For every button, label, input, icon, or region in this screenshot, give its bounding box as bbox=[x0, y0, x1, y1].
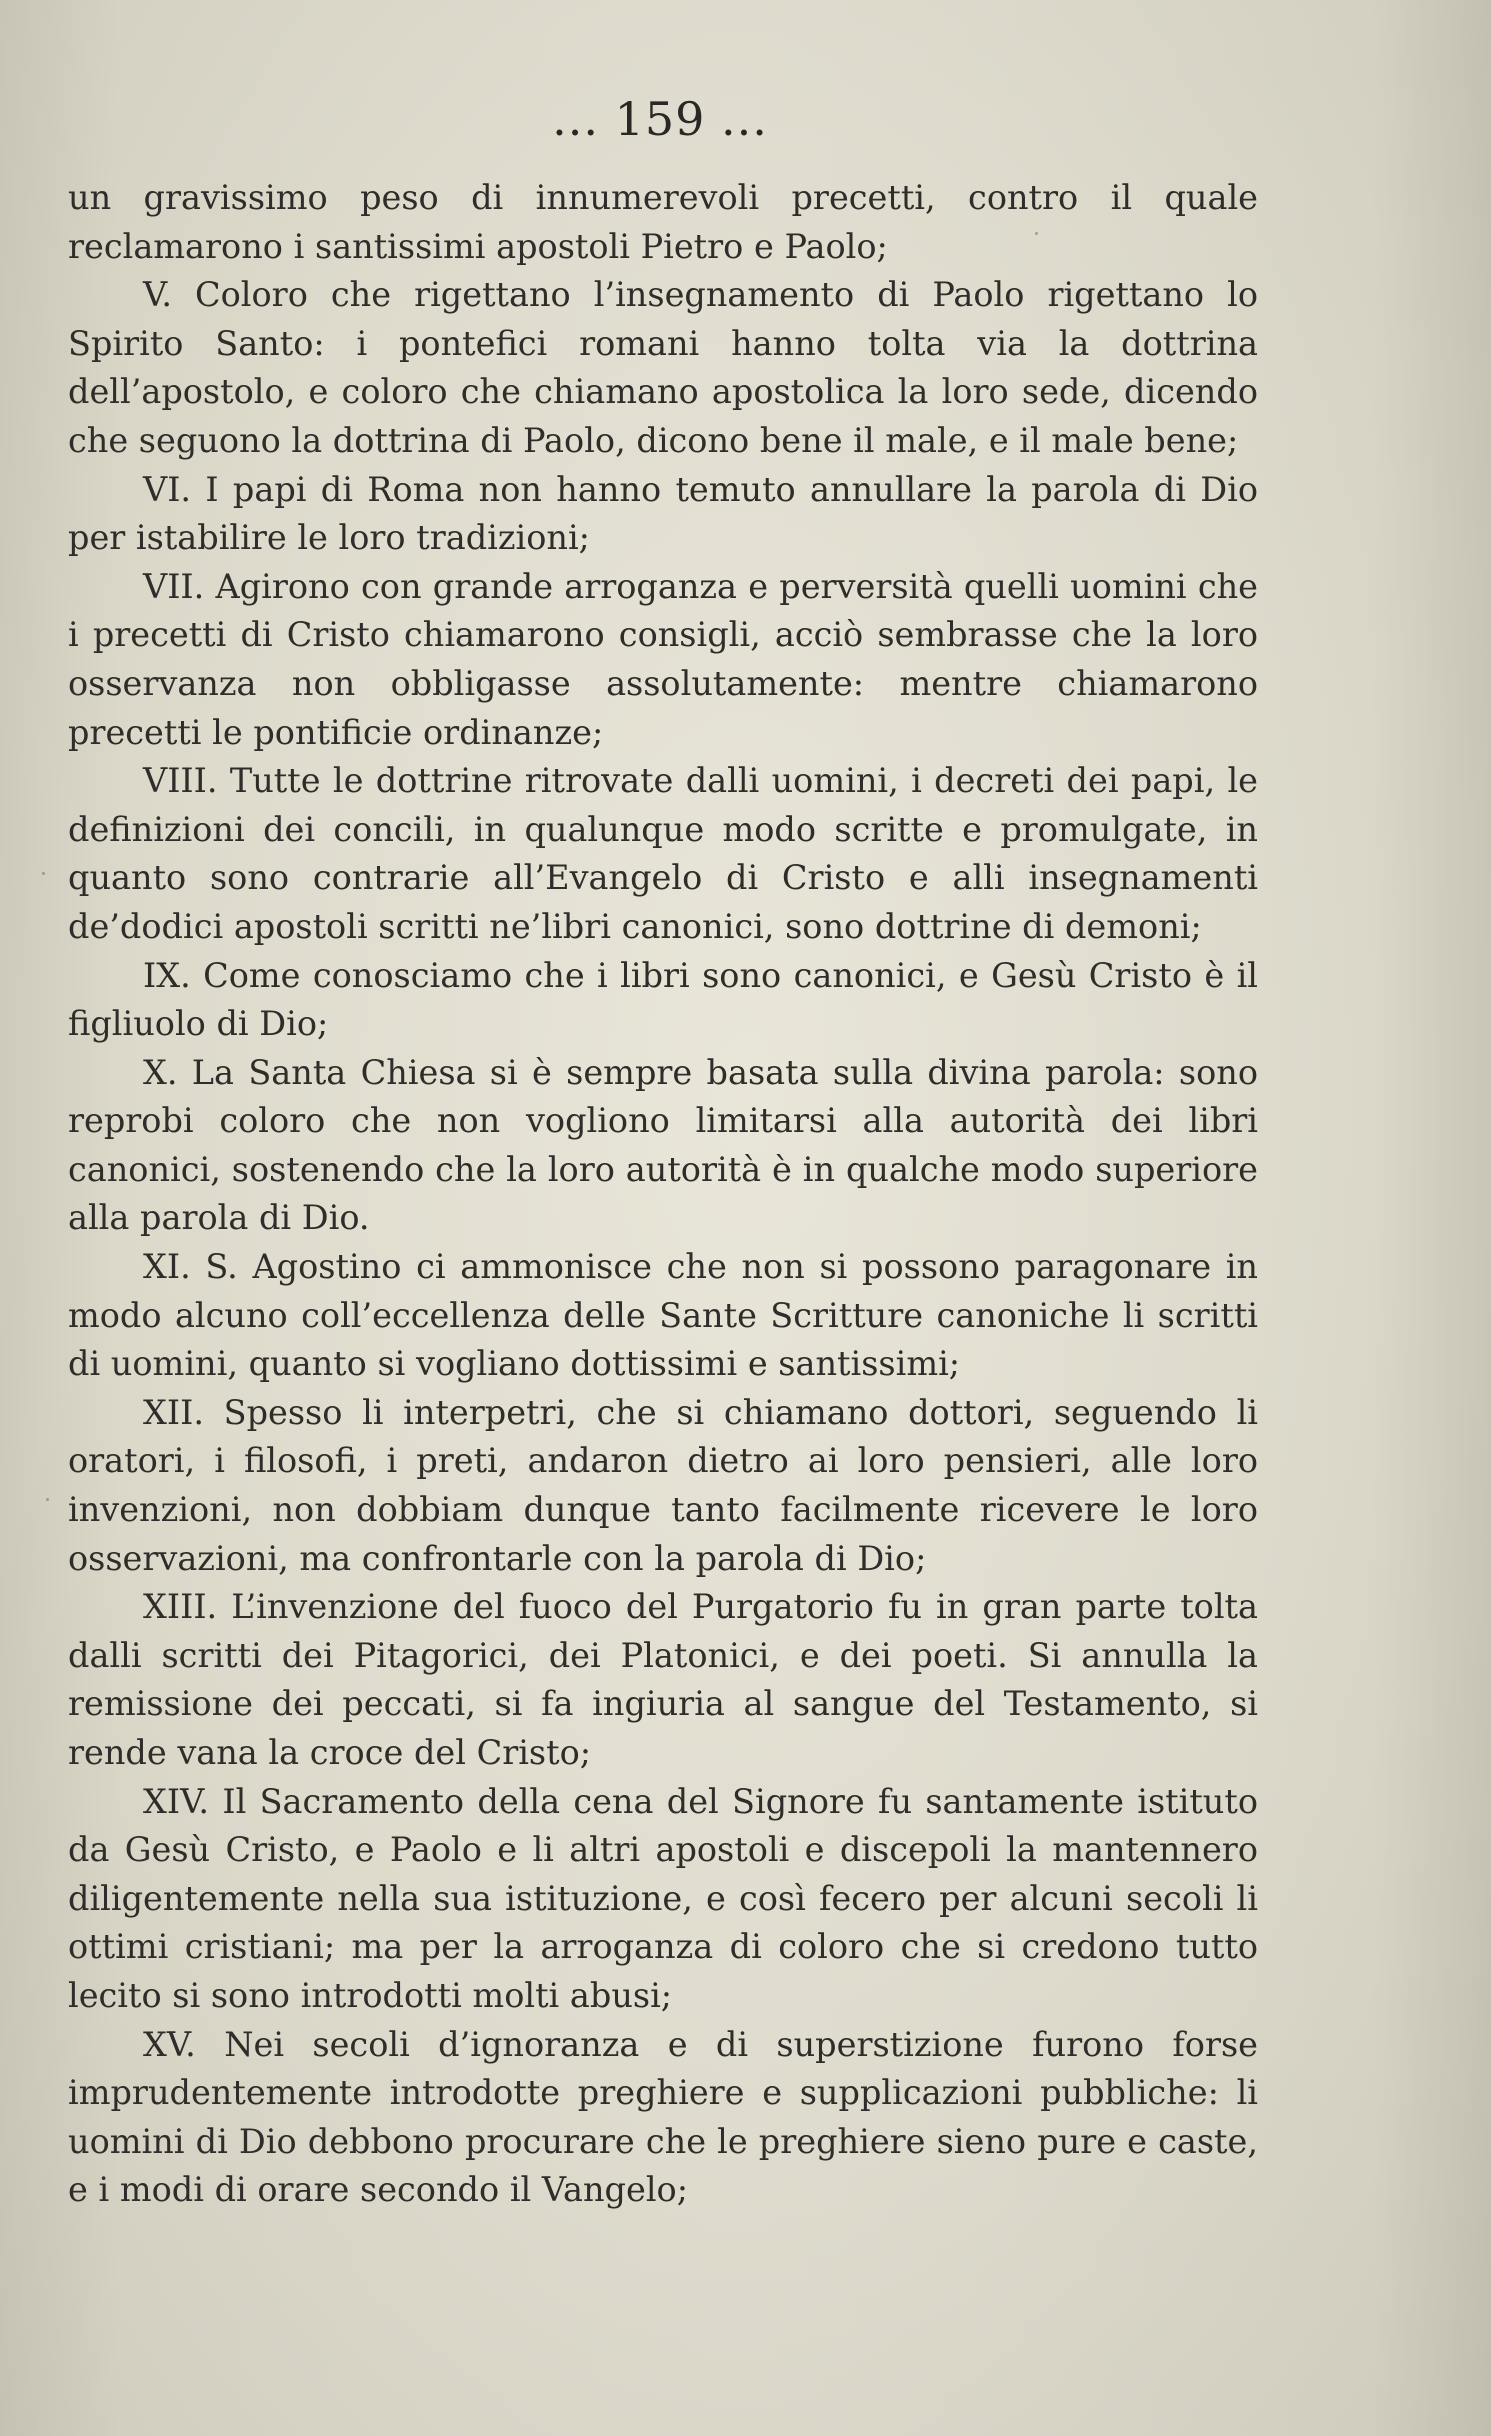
paragraph-item-xi: XI. S. Agostino ci ammonisce che non si possono paragonare in modo alcuno coll’eccellenza delle Sante Scritture canoniche li scritti di uomini, quanto si vogliano dottissimi e santissimi; bbox=[68, 1247, 1258, 1384]
paragraph-item-xiv: XIV. Il Sacramento della cena del Signore fu santamente istituto da Gesù Cristo, e Paolo e li altri apostoli e discepoli la mantennero diligentemente nella sua istituzione, e così fecero per alcuni secoli li ottimi cristiani; ma per la arroganza di coloro che si credono tutto lecito si sono introdotti molti abusi; bbox=[68, 1781, 1258, 2015]
paragraph-item-ix: IX. Come conosciamo che i libri sono canonici, e Gesù Cristo è il figliuolo di Dio; bbox=[68, 955, 1258, 1044]
paragraph-item-v: V. Coloro che rigettano l’insegnamento di Paolo rigettano lo Spirito Santo: i pontefici romani hanno tolta via la dottrina dell’apostolo, e coloro che chiamano apostolica la loro sede, dicendo che seguono la dottrina di Paolo, dicono bene il male, e il male bene; bbox=[68, 275, 1258, 460]
paragraph-item-xiii: XIII. L’invenzione del fuoco del Purgatorio fu in gran parte tolta dalli scritti dei Pitagorici, dei Platonici, e dei poeti. Si annulla la remissione dei peccati, si fa ingiuria al sangue del Testamento, si rende vana la croce del Cristo; bbox=[68, 1587, 1258, 1772]
paragraph-continuation: un gravissimo peso di innumerevoli precetti, contro il quale reclamarono i santissimi apostoli Pietro e Paolo; bbox=[68, 178, 1258, 266]
paragraph-item-vii: VII. Agirono con grande arroganza e perversità quelli uomini che i precetti di Cristo chiamarono consigli, acciò sembrasse che la loro osservanza non obbligasse assolutamente: mentre chiamarono precetti le pontificie ordinanze; bbox=[68, 566, 1258, 752]
body-text bbox=[68, 174, 1258, 2215]
paragraph-item-viii: VIII. Tutte le dottrine ritrovate dalli uomini, i decreti dei papi, le definizioni dei concili, in qualunque modo scritte e promulgate, in quanto sono contrarie all’Evangelo di Cristo e alli insegnamenti de’dodici apostoli scritti ne’libri canonici, sono dottrine di demoni; bbox=[68, 761, 1258, 946]
paper-speck bbox=[46, 1498, 49, 1501]
paragraph-item-xii: XII. Spesso li interpetri, che si chiamano dottori, seguendo li oratori, i filosofi, i preti, andaron dietro ai loro pensieri, alle loro invenzioni, non dobbiam dunque tanto facilmente ricevere le loro osservazioni, ma confrontarle con la parola di Dio; bbox=[68, 1392, 1258, 1578]
page-number: ... 159 ... bbox=[552, 92, 768, 146]
paragraph-item-vi: VI. I papi di Roma non hanno temuto annullare la parola di Dio per istabilire le loro tradizioni; bbox=[68, 469, 1258, 558]
paper-speck bbox=[42, 872, 45, 875]
paragraph-item-x: X. La Santa Chiesa si è sempre basata sulla divina parola: sono reprobi coloro che non vogliono limitarsi alla autorità dei libri canonici, sostenendo che la loro autorità è in qualche modo superiore alla parola di Dio. bbox=[68, 1052, 1258, 1238]
paragraph-item-xv: XV. Nei secoli d’ignoranza e di superstizione furono forse imprudentemente introdotte preghiere e supplicazioni pubbliche: li uomini di Dio debbono procurare che le preghiere sieno pure e caste, e i modi di orare secondo il Vangelo; bbox=[68, 2024, 1258, 2210]
paper-speck bbox=[1035, 232, 1038, 235]
